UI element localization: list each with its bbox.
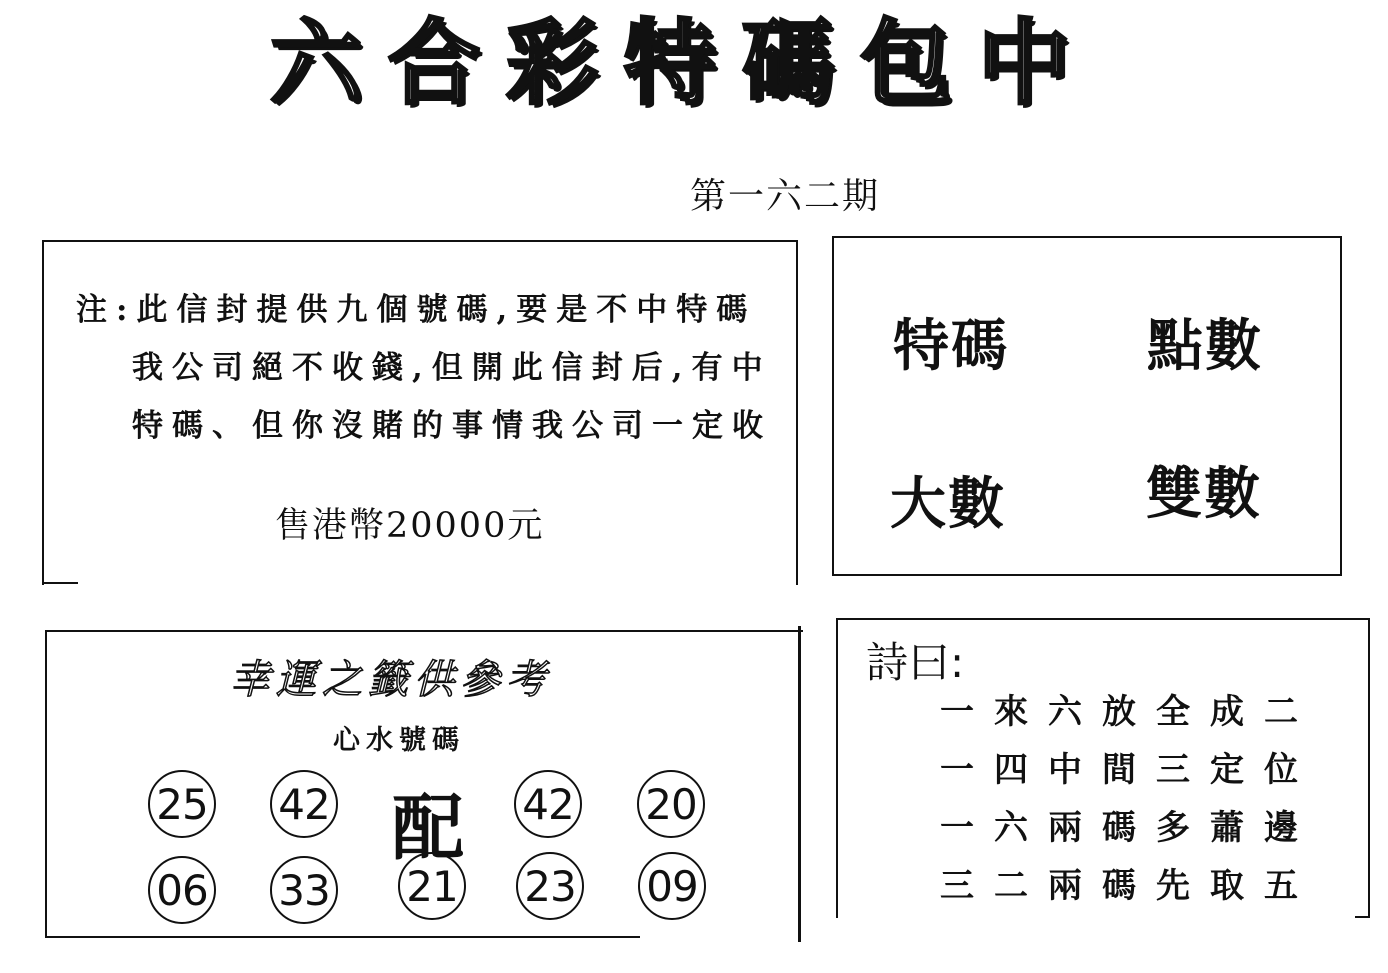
title-char: 彩 (505, 9, 598, 117)
lucky-title: 幸運之籤供參考 (230, 657, 552, 703)
lucky-box-right-edge (798, 626, 801, 942)
number-ball: 21 (398, 852, 466, 920)
poem-line: 一六兩碼多蕭邊 (940, 808, 1318, 848)
number-ball: 20 (637, 770, 705, 838)
poem-line: 一來六放全成二 (940, 692, 1318, 732)
title-char: 碼 (741, 9, 834, 117)
number-ball: 25 (148, 770, 216, 838)
number-ball: 42 (270, 770, 338, 838)
number-ball: 23 (516, 852, 584, 920)
poem-line: 一四中間三定位 (940, 750, 1318, 790)
title-char: 六 (270, 9, 363, 117)
category-big-number: 大數 (890, 472, 1006, 537)
issue-number: 第一六二期 (690, 176, 881, 217)
lucky-box-bottom-edge (45, 936, 640, 938)
number-ball: 42 (514, 770, 582, 838)
category-points: 點數 (1147, 314, 1263, 379)
notice-text (76, 290, 772, 464)
title-char: 特 (623, 9, 716, 117)
number-ball: 06 (148, 856, 216, 924)
price-text: 售港幣20000元 (275, 506, 545, 546)
notice-line: 特碼、但你沒賭的事情我公司一定收 (132, 408, 772, 444)
number-ball: 09 (638, 852, 706, 920)
poem-title: 詩曰: (866, 638, 965, 687)
number-ball: 33 (270, 856, 338, 924)
category-even-number: 雙數 (1146, 462, 1262, 527)
notice-line: 注:此信封提供九個號碼,要是不中特碼 (76, 292, 757, 328)
lucky-subtitle: 心水號碼 (333, 725, 465, 756)
title-char: 中 (977, 9, 1070, 117)
poem-box-bottom-edge (1355, 916, 1370, 918)
title-char: 包 (859, 9, 952, 117)
notice-line: 我公司絕不收錢,但開此信封后,有中 (132, 350, 772, 386)
category-special-number: 特碼 (893, 314, 1009, 379)
page-title (270, 8, 1070, 118)
poem-line: 三二兩碼先取五 (940, 866, 1318, 906)
pair-character: 配 (392, 785, 465, 870)
title-char: 合 (387, 9, 480, 117)
notice-box-bottom-edge (42, 582, 78, 584)
